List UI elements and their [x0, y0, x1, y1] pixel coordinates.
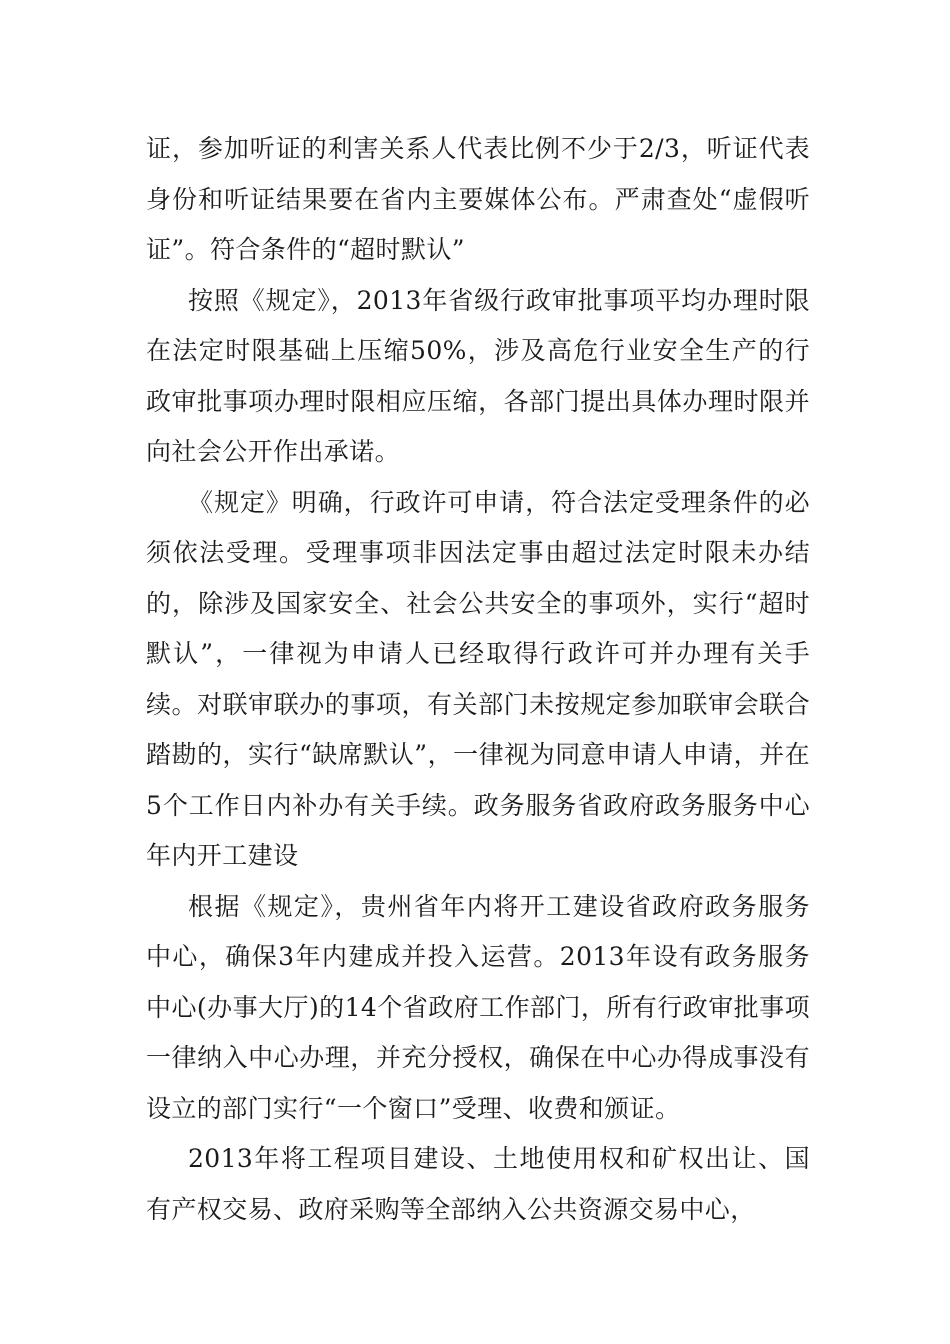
- paragraph-4: 根据《规定》，贵州省年内将开工建设省政府政务服务中心，确保3年内建成并投入运营。2013年设有政务服务中心(办事大厅)的14个省政府工作部门，所有行政审批事项一律纳入中心办理，并充分授权，确保在中心办得成事没有设立的部门实行“一个窗口”受理、收费和颁证。: [146, 891, 810, 1123]
- paragraph-3: 《规定》明确，行政许可申请，符合法定受理条件的必须依法受理。受理事项非因法定事由超过法定时限未办结的，除涉及国家安全、社会公共安全的事项外，实行“超时默认”，一律视为申请人已经取得行政许可并办理有关手续。对联审联办的事项，有关部门未按规定参加联审会联合踏勘的，实行“缺席默认”，一律视为同意申请人申请，并在5个工作日内补办有关手续。政务服务省政府政务服务中心年内开工建设: [146, 487, 810, 870]
- paragraph-5: 2013年将工程项目建设、土地使用权和矿权出让、国有产权交易、政府采购等全部纳入公共资源交易中心，: [146, 1144, 810, 1224]
- document-body: [146, 124, 810, 1235]
- paragraph-1: 证，参加听证的利害关系人代表比例不少于2/3，听证代表身份和听证结果要在省内主要媒体公布。严肃查处“虚假听证”。符合条件的“超时默认”: [146, 134, 810, 264]
- paragraph-2: 按照《规定》，2013年省级行政审批事项平均办理时限在法定时限基础上压缩50%，涉及高危行业安全生产的行政审批事项办理时限相应压缩，各部门提出具体办理时限并向社会公开作出承诺。: [146, 285, 810, 466]
